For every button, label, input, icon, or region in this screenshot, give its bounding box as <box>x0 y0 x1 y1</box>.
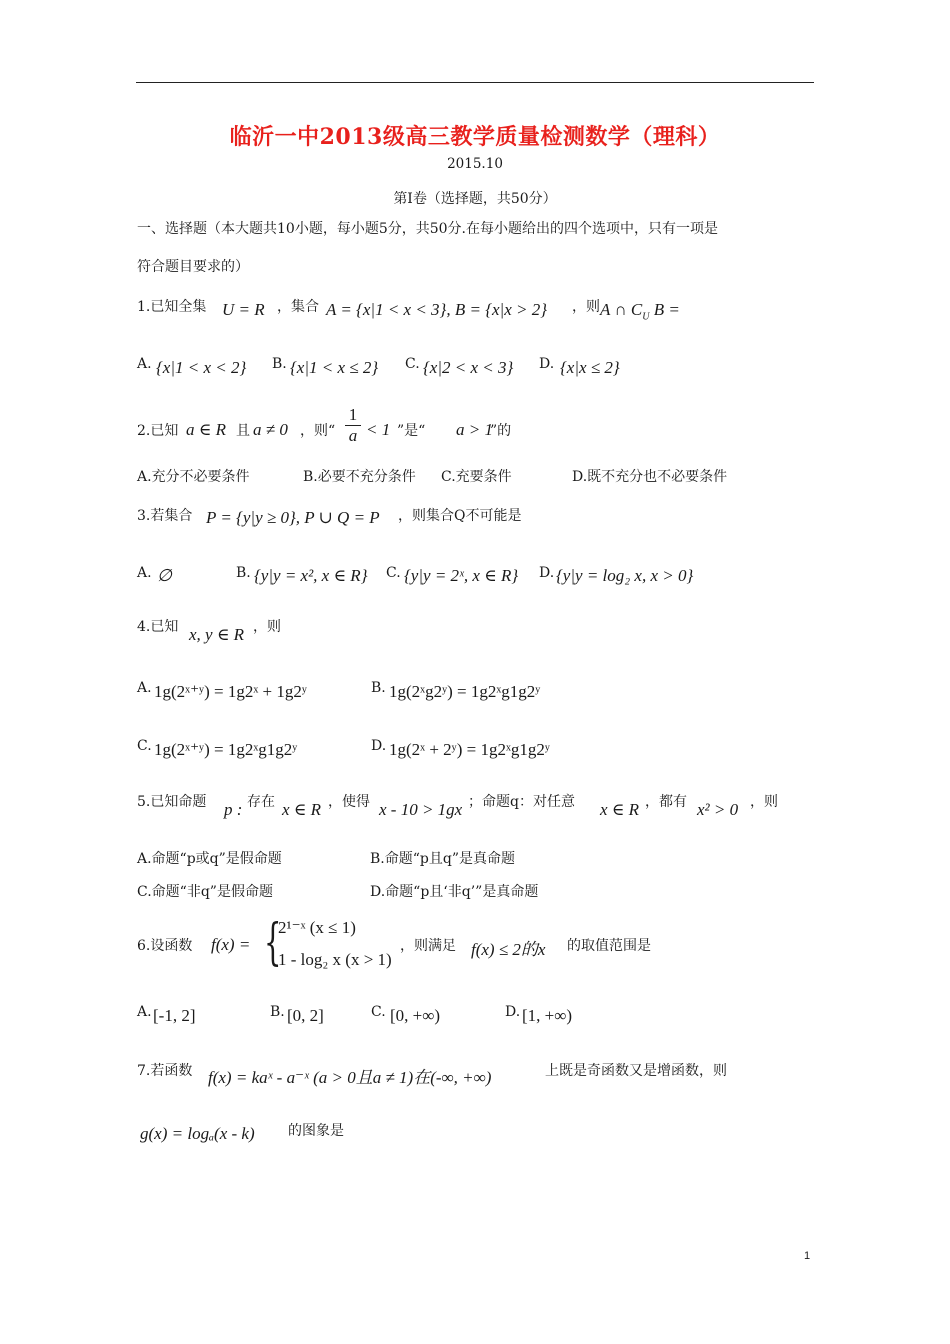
q2-text-then: ，则“ <box>300 423 336 439</box>
q2-fraction-denominator: a <box>348 426 358 445</box>
q5-option-a: A.命题“p或q”是假命题 <box>137 851 282 867</box>
q6-option-a-label: A. <box>137 1004 152 1020</box>
q3-option-b-label: B. <box>236 565 251 581</box>
q7-stem: 7.若函数 <box>137 1063 193 1079</box>
q1-math-universal-set: U = R <box>222 300 265 319</box>
q3-text: ，则集合Q不可能是 <box>398 508 522 524</box>
q4-option-a-label: A. <box>137 680 152 696</box>
q2-math-a-in-r: a ∈ R <box>186 420 226 439</box>
q2-fraction <box>345 406 361 445</box>
q5-text-prop-q: ；命题q：对任意 <box>468 794 575 810</box>
q2-stem: 2.已知 <box>137 423 179 439</box>
q6-math-fx: f(x) = <box>211 935 251 954</box>
q6-brace: { <box>264 913 282 971</box>
section-heading: 第I卷（选择题，共50分） <box>393 191 557 207</box>
q6-option-a: [-1, 2] <box>153 1006 196 1025</box>
q3-stem: 3.若集合 <box>137 508 193 524</box>
q5-text-then: ，则 <box>750 794 778 810</box>
intro-line-1: 一、选择题（本大题共10小题，每小题5分，共50分.在每小题给出的四个选项中，只有一项是 <box>137 221 718 237</box>
q2-text-is: ”是“ <box>397 423 426 439</box>
q6-option-b-label: B. <box>270 1004 285 1020</box>
q2-fraction-numerator: 1 <box>348 405 358 424</box>
q1-option-d-label: D. <box>539 356 555 372</box>
q3-option-d-label: D. <box>539 565 555 581</box>
q6-option-b: [0, 2] <box>287 1006 324 1025</box>
q2-text-of: ”的 <box>490 423 512 439</box>
exam-date: 2015.10 <box>447 156 503 172</box>
q2-option-a: A.充分不必要条件 <box>137 469 250 485</box>
q7-text-odd-increasing: 上既是奇函数又是增函数，则 <box>545 1063 727 1079</box>
q1-option-a-label: A. <box>137 356 152 372</box>
q3-option-d: {y|y = log₂ x, x > 0} <box>556 566 694 585</box>
q5-math-x-in-r-2: x ∈ R <box>600 800 640 819</box>
q5-text-exists: 存在 <box>247 794 275 810</box>
q5-math-x-in-r-1: x ∈ R <box>282 800 322 819</box>
q1-option-b-label: B. <box>272 356 287 372</box>
q5-option-c: C.命题“非q”是假命题 <box>137 884 273 900</box>
top-rule <box>136 82 814 83</box>
q3-option-c-label: C. <box>386 565 401 581</box>
q4-math-xy-in-r: x, y ∈ R <box>189 625 245 644</box>
q1-stem: 1.已知全集 <box>137 299 207 315</box>
q6-case-1: 2¹⁻ˣ (x ≤ 1) <box>278 918 356 937</box>
q2-text-and: 且 <box>236 423 250 439</box>
q6-option-d-label: D. <box>505 1004 521 1020</box>
q3-option-b: {y|y = x², x ∈ R} <box>254 566 368 585</box>
q1-math-intersection: A ∩ $C_U$ B = <box>600 300 680 323</box>
q6-option-c-label: C. <box>371 1004 386 1020</box>
q3-option-a: ∅ <box>157 566 172 585</box>
q1-text-sets: ，集合 <box>277 299 319 315</box>
q4-option-d: 1g(2ˣ + 2ʸ) = 1g2ˣg1g2ʸ <box>389 740 550 759</box>
q1-text-then: ，则 <box>572 299 600 315</box>
q6-option-c: [0, +∞) <box>390 1006 441 1025</box>
q4-stem: 4.已知 <box>137 619 179 635</box>
q4-option-c: 1g(2ˣ⁺ʸ) = 1g2ˣg1g2ʸ <box>154 740 298 759</box>
q6-text-satisfy: ，则满足 <box>400 938 456 954</box>
q4-text-then: ，则 <box>253 619 281 635</box>
q5-text-all: ，都有 <box>645 794 687 810</box>
q3-option-c: {y|y = 2ˣ, x ∈ R} <box>404 566 519 585</box>
q2-option-d: D.既不充分也不必要条件 <box>572 469 728 485</box>
q5-option-d: D.命题“p且‘非q’”是真命题 <box>370 884 539 900</box>
q6-stem: 6.设函数 <box>137 938 193 954</box>
intro-line-2: 符合题目要求的） <box>137 259 249 275</box>
q7-math-function: f(x) = kaˣ - a⁻ˣ (a > 0且a ≠ 1)在(-∞, +∞) <box>208 1068 492 1087</box>
q1-option-c-label: C. <box>405 356 420 372</box>
q7-text-graph: 的图象是 <box>288 1123 344 1139</box>
page-number: 1 <box>804 1250 811 1262</box>
q1-option-b: {x|1 < x ≤ 2} <box>290 358 379 377</box>
q4-option-c-label: C. <box>137 738 152 754</box>
q2-option-b: B.必要不充分条件 <box>303 469 416 485</box>
q6-text-range: 的取值范围是 <box>567 938 651 954</box>
q2-math-less-than-1: < 1 <box>366 420 391 439</box>
page-title: 临沂一中2013级高三教学质量检测数学（理科） <box>229 124 721 150</box>
q1-option-d: {x|x ≤ 2} <box>560 358 620 377</box>
q4-option-b-label: B. <box>371 680 386 696</box>
q4-option-a: 1g(2ˣ⁺ʸ) = 1g2ˣ + 1g2ʸ <box>154 682 307 701</box>
q6-math-condition: f(x) ≤ 2的x <box>471 940 546 959</box>
q2-math-a-nonzero: a ≠ 0 <box>253 420 288 439</box>
q5-math-x-squared: x² > 0 <box>697 800 739 819</box>
q5-stem: 5.已知命题 <box>137 794 207 810</box>
q7-math-gx: g(x) = logₐ(x - k) <box>140 1124 255 1143</box>
q2-option-c: C.充要条件 <box>441 469 512 485</box>
q5-text-such-that: ，使得 <box>328 794 370 810</box>
q1-option-c: {x|2 < x < 3} <box>423 358 514 377</box>
q5-math-p: p : <box>224 800 243 819</box>
q6-option-d: [1, +∞) <box>522 1006 573 1025</box>
q6-case-2: 1 - log₂ x (x > 1) <box>278 950 392 969</box>
q3-math-sets: P = {y|y ≥ 0}, P ∪ Q = P <box>206 508 380 527</box>
q1-math-sets: A = {x|1 < x < 3}, B = {x|x > 2} <box>326 300 548 319</box>
q4-option-d-label: D. <box>371 738 387 754</box>
q3-option-a-label: A. <box>137 565 152 581</box>
q2-math-a-greater-1: a > 1 <box>456 420 493 439</box>
q5-option-b: B.命题“p且q”是真命题 <box>370 851 515 867</box>
q1-option-a: {x|1 < x < 2} <box>156 358 247 377</box>
q4-option-b: 1g(2ˣg2ʸ) = 1g2ˣg1g2ʸ <box>389 682 541 701</box>
q5-math-inequality: x - 10 > 1gx <box>379 800 463 819</box>
